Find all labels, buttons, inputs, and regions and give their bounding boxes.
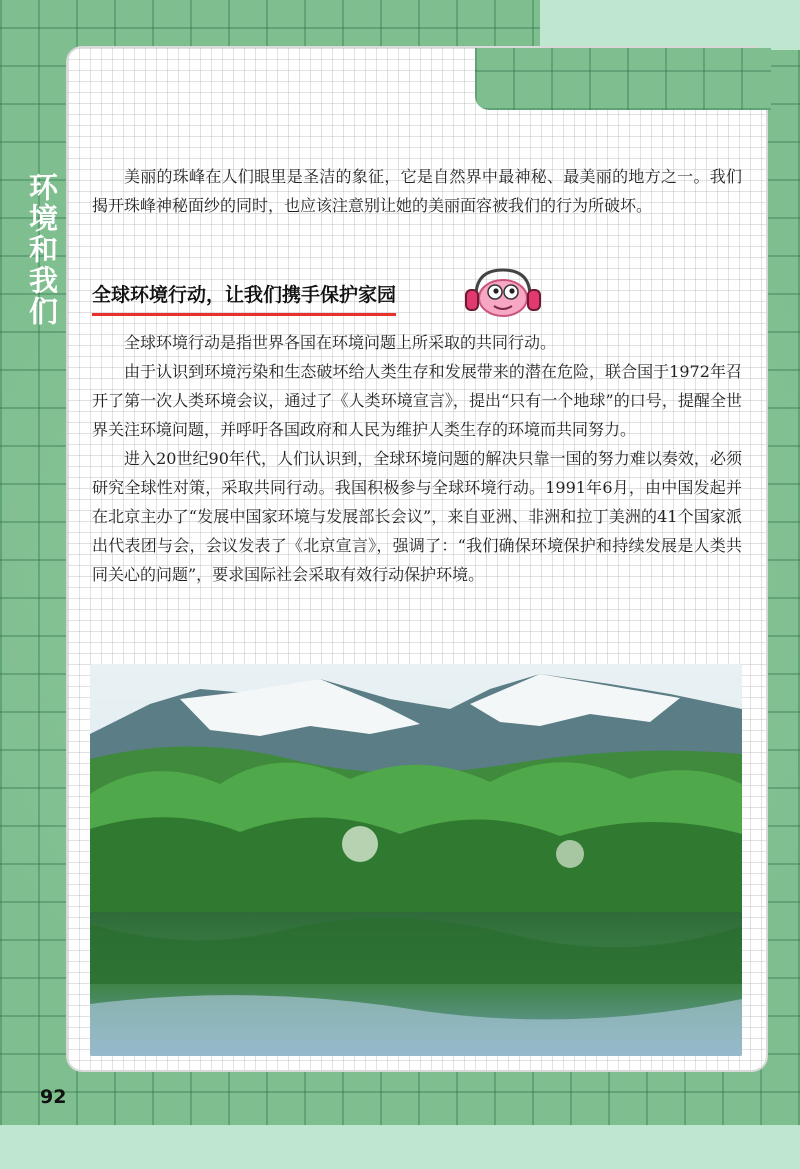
paragraph-3: 进入20世纪90年代，人们认识到，全球环境问题的解决只靠一国的努力难以奏效，必须研究全球性对策，采取共同行动。我国积极参与全球环境行动。1991年6月，由中国发起并在北京主办了“发展中国家环境与发展部长会议”，来自亚洲、非洲和拉丁美洲的41个国家派出代表团与会，会议发表了《北京宣言》，强调了：“我们确保环境保护和持续发展是人类共同关心的问题”，要求国际社会采取有效行动保护环境。: [92, 449, 742, 584]
intro-paragraph: 美丽的珠峰在人们眼里是圣洁的象征，它是自然界中最神秘、最美丽的地方之一。我们揭开珠峰神秘面纱的同时，也应该注意别让她的美丽面容被我们的行为所破坏。: [92, 167, 742, 215]
sheet-corner-notch: [475, 48, 771, 110]
body-text-block: [92, 328, 742, 589]
frame-light-strip-top: [540, 0, 800, 50]
section-heading: 全球环境行动，让我们携手保护家园: [92, 280, 396, 316]
mountain-lake-photo: [90, 664, 742, 1056]
frame-light-strip-bottom: [0, 1125, 800, 1169]
paragraph-2: 由于认识到环境污染和生态破坏给人类生存和发展带来的潜在危险，联合国于1972年召开了第一次人类环境会议，通过了《人类环境宣言》，提出“只有一个地球”的口号，提醒全世界关注环境问题，并呼吁各国政府和人民为维护人类生存的环境而共同努力。: [92, 362, 742, 439]
side-chapter-title: 环境和我们: [25, 172, 59, 327]
intro-block: [92, 162, 742, 220]
headphone-mascot-icon: [462, 266, 544, 320]
page-number: 92: [40, 1086, 67, 1108]
paragraph-1: 全球环境行动是指世界各国在环境问题上所采取的共同行动。: [124, 333, 557, 352]
section-heading-wrap: [92, 280, 396, 316]
